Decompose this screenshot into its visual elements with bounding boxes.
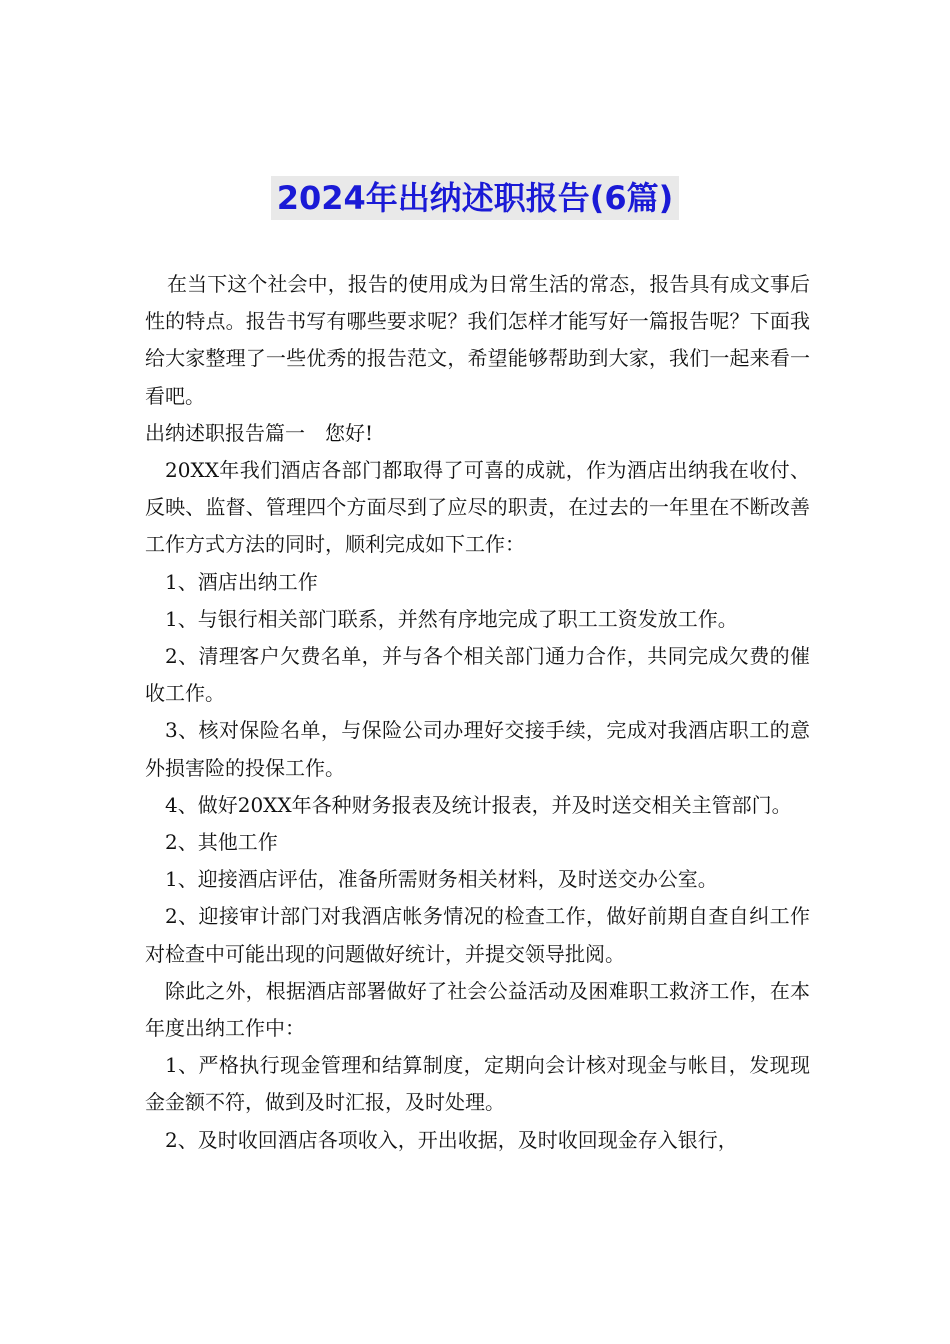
body-paragraph: 20XX年我们酒店各部门都取得了可喜的成就，作为酒店出纳我在收付、反映、监督、管理四个方面尽到了应尽的职责，在过去的一年里在不断改善工作方式方法的同时，顺利完成如下工作： [145, 458, 810, 557]
document-body [145, 266, 810, 1159]
list-item: 2、及时收回酒店各项收入，开出收据，及时收回现金存入银行， [165, 1127, 738, 1152]
body-paragraph: 除此之外，根据酒店部署做好了社会公益活动及困难职工救济工作，在本年度出纳工作中： [145, 978, 810, 1041]
list-item: 2、清理客户欠费名单，并与各个相关部门通力合作，共同完成欠费的催收工作。 [145, 644, 810, 706]
intro-paragraph: 在当下这个社会中，报告的使用成为日常生活的常态，报告具有成文事后性的特点。报告书写有哪些要求呢？我们怎样才能写好一篇报告呢？下面我给大家整理了一些优秀的报告范文，希望能够帮助到大家，我们一起来看一看吧。 [145, 272, 810, 408]
list-item: 1、严格执行现金管理和结算制度，定期向会计核对现金与帐目，发现现金金额不符，做到及时汇报，及时处理。 [145, 1053, 810, 1115]
list-item: 3、核对保险名单，与保险公司办理好交接手续，完成对我酒店职工的意外损害险的投保工作。 [145, 718, 810, 780]
list-heading: 2、其他工作 [165, 830, 278, 855]
list-item: 2、迎接审计部门对我酒店帐务情况的检查工作，做好前期自查自纠工作对检查中可能出现的问题做好统计，并提交领导批阅。 [145, 904, 810, 966]
title-container [0, 176, 950, 220]
list-item: 4、做好20XX年各种财务报表及统计报表，并及时送交相关主管部门。 [165, 792, 792, 817]
list-item: 1、与银行相关部门联系，并然有序地完成了职工工资发放工作。 [165, 606, 738, 631]
list-heading: 1、酒店出纳工作 [165, 569, 318, 594]
document-title: 2024年出纳述职报告(6篇) [271, 176, 680, 220]
list-item: 1、迎接酒店评估，准备所需财务相关材料，及时送交办公室。 [165, 867, 718, 892]
section-heading: 出纳述职报告篇一 您好! [145, 420, 374, 445]
